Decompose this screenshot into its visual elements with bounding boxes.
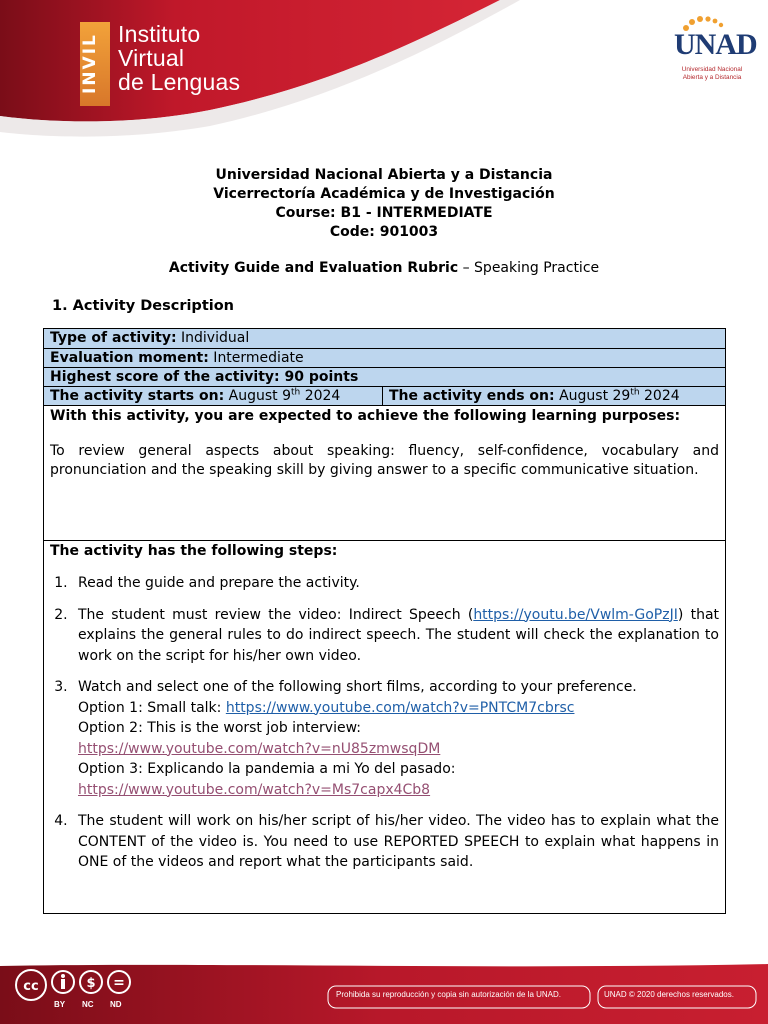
unad-logo: UNAD: [674, 28, 757, 61]
cc-nd-label: ND: [110, 1000, 122, 1009]
svg-text:$: $: [86, 976, 96, 991]
header-background: [0, 0, 768, 160]
creative-commons-icons: [14, 968, 134, 1004]
rights-notice: UNAD © 2020 derechos reservados.: [604, 990, 734, 999]
unad-subtitle: [672, 66, 752, 82]
step-1: [72, 573, 719, 594]
purposes-heading: With this activity, you are expected to achieve the following learning purposes:: [50, 408, 681, 424]
row-score: [44, 368, 725, 387]
activity-table: [43, 328, 726, 914]
unad-subtitle-line-1: Universidad Nacional: [681, 66, 743, 73]
option-3-link[interactable]: https://www.youtube.com/watch?v=Ms7capx4Cb8: [78, 781, 431, 798]
option-1-link[interactable]: https://www.youtube.com/watch?v=PNTCM7cbrsc: [225, 699, 575, 716]
start-year: 2024: [300, 388, 341, 404]
copyright-notice: Prohibida su reproducción y copia sin autorización de la UNAD.: [336, 990, 562, 999]
step-2-text-a: The student must review the video: Indirect Speech (: [78, 606, 474, 623]
step-2-text-b: ) that explains the general rules to do indirect speech. The student will check the explanation to work on the script for his/her own video.: [78, 606, 720, 664]
row-evaluation: [44, 349, 725, 368]
course-title: Course: B1 - INTERMEDIATE: [275, 205, 493, 221]
end-value: August 29: [554, 388, 631, 404]
code-title: Code: 901003: [329, 224, 439, 240]
cc-nc-label: NC: [82, 1000, 94, 1009]
score-label: Highest score of the activity: 90 points: [50, 369, 359, 385]
cc-by-label: BY: [54, 1000, 66, 1009]
steps-list: [50, 573, 719, 873]
start-sup: th: [291, 387, 301, 398]
eval-value: Intermediate: [208, 350, 304, 366]
steps-heading: The activity has the following steps:: [50, 543, 338, 559]
row-type: [44, 329, 725, 349]
step-2: [72, 605, 719, 667]
svg-text:=: =: [113, 975, 125, 991]
start-value: August 9: [224, 388, 292, 404]
institute-line-2: Virtual: [118, 45, 185, 71]
step-1-text: Read the guide and prepare the activity.: [78, 575, 360, 591]
option-1-text: Option 1: Small talk:: [78, 699, 226, 716]
institute-name: [118, 22, 240, 94]
start-label: The activity starts on:: [50, 388, 225, 404]
type-value: Individual: [176, 330, 250, 346]
document-titles: [0, 166, 768, 242]
step-3-intro: Watch and select one of the following short films, according to your preference.: [78, 679, 637, 695]
option-3-text: Option 3: Explicando la pandemia a mi Yo del pasado:: [78, 761, 456, 777]
unad-subtitle-line-2: Abierta y a Distancia: [682, 74, 742, 81]
end-label: The activity ends on:: [389, 388, 555, 404]
purposes-cell: [44, 408, 725, 541]
page-header: [0, 0, 768, 160]
row-dates: [44, 387, 725, 406]
end-date-cell: [382, 387, 680, 405]
option-2-text: Option 2: This is the worst job interview:: [78, 720, 361, 736]
end-sup: th: [630, 387, 640, 398]
option-2-link[interactable]: https://www.youtube.com/watch?v=nU85zmwsqDM: [78, 740, 441, 757]
steps-cell: [44, 541, 725, 884]
institute-line-3: de Lenguas: [118, 69, 241, 95]
type-label: Type of activity:: [50, 330, 177, 346]
indirect-speech-link[interactable]: https://youtu.be/Vwlm-GoPzJI: [473, 606, 678, 623]
purposes-text: To review general aspects about speaking: fluency, self-confidence, vocabulary and pronunciation and the speaking skill by giving answer to a specific communicative situation.: [50, 443, 719, 478]
guide-title-rest: – Speaking Practice: [458, 260, 600, 276]
step-3: [72, 677, 719, 800]
invl-logo-text: INVIL: [80, 33, 100, 95]
step-4: [72, 811, 719, 873]
guide-title: [0, 260, 768, 276]
guide-title-bold: Activity Guide and Evaluation Rubric: [168, 260, 459, 276]
university-title: Universidad Nacional Abierta y a Distancia: [215, 167, 553, 183]
section-heading: 1. Activity Description: [52, 298, 235, 314]
vicerrectoria-title: Vicerrectoría Académica y de Investigación: [213, 186, 555, 202]
eval-label: Evaluation moment:: [50, 350, 209, 366]
step-4-text: The student will work on his/her script of his/her video. The video has to explain what the CONTENT of the video is. You need to use REPORTED SPEECH to explain what happens in ONE of the videos and report what the participants said.: [78, 813, 719, 870]
svg-text:cc: cc: [23, 979, 39, 994]
institute-line-1: Instituto: [118, 21, 201, 47]
end-year: 2024: [639, 388, 680, 404]
